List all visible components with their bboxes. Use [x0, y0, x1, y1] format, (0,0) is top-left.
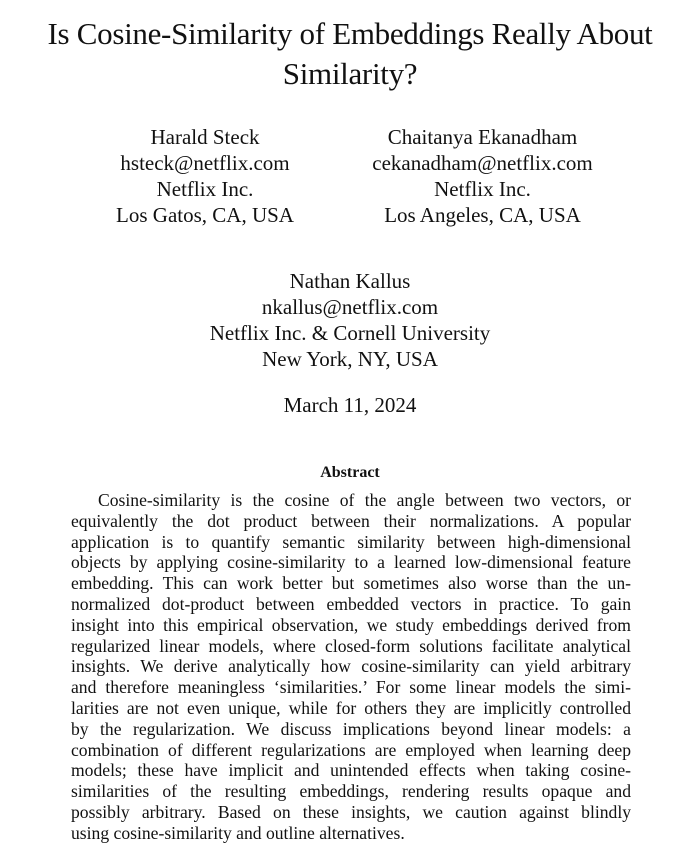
- abstract-line: and therefore meaningless ‘similarities.’ For some linear models the simi-: [71, 677, 631, 698]
- author-affiliation: Netflix Inc.: [156, 177, 254, 201]
- abstract-line: similarities of the resulting embeddings, rendering results opaque and: [71, 781, 631, 802]
- author-name: Chaitanya Ekanadham: [387, 125, 578, 149]
- publication-date: March 11, 2024: [283, 393, 417, 417]
- abstract-line: Cosine-similarity is the cosine of the angle between two vectors, or: [98, 490, 631, 510]
- paper-title: [0, 14, 700, 94]
- author-location: Los Gatos, CA, USA: [116, 203, 294, 227]
- author-location: New York, NY, USA: [262, 347, 438, 371]
- author-email: cekanadham@netflix.com: [372, 151, 593, 175]
- author-name: Harald Steck: [150, 125, 260, 149]
- abstract-body: [71, 490, 631, 844]
- abstract-line: by the regularization. We discuss implications beyond linear models: a: [71, 718, 631, 739]
- abstract-line: application is to quantify semantic similarity between high-dimensional: [71, 531, 631, 552]
- abstract-line: equivalently the dot product between their normalizations. A popular: [71, 510, 631, 531]
- abstract-line: insights. We derive analytically how cosine-similarity can yield arbitrary: [71, 656, 631, 677]
- author-block-steck: [80, 124, 330, 228]
- abstract-line: normalized dot-product between embedded vectors in practice. To gain: [71, 593, 631, 614]
- author-name: Nathan Kallus: [289, 269, 411, 293]
- author-affiliation: Netflix Inc.: [434, 177, 531, 201]
- abstract-line: possibly arbitrary. Based on these insights, we caution against blindly: [71, 801, 631, 822]
- author-block-kallus: [150, 268, 550, 372]
- abstract-line: embedding. This can work better but sometimes also worse than the un-: [71, 573, 631, 594]
- author-email: nkallus@netflix.com: [261, 295, 439, 319]
- abstract-line: using cosine-similarity and outline alternatives.: [71, 822, 405, 843]
- abstract-heading: Abstract: [320, 464, 380, 481]
- author-location: Los Angeles, CA, USA: [384, 203, 581, 227]
- author-email: hsteck@netflix.com: [120, 151, 290, 175]
- abstract-line: combination of different regularizations are employed when learning deep: [71, 739, 631, 760]
- abstract-line: objects by applying cosine-similarity to a learned low-dimensional feature: [71, 552, 631, 573]
- abstract-line: models; these have implicit and unintended effects when taking cosine-: [71, 760, 631, 781]
- abstract-line: larities are not even unique, while for others they are implicitly controlled: [71, 697, 631, 718]
- author-block-ekanadham: [350, 124, 615, 228]
- author-affiliation: Netflix Inc. & Cornell University: [209, 321, 491, 345]
- paper-title-line-1: Is Cosine-Similarity of Embeddings Really About: [47, 16, 653, 51]
- abstract-line: insight into this empirical observation, we study embeddings derived from: [71, 614, 631, 635]
- paper-title-line-2: Similarity?: [282, 56, 418, 91]
- abstract-line: regularized linear models, where closed-form solutions facilitate analytical: [71, 635, 631, 656]
